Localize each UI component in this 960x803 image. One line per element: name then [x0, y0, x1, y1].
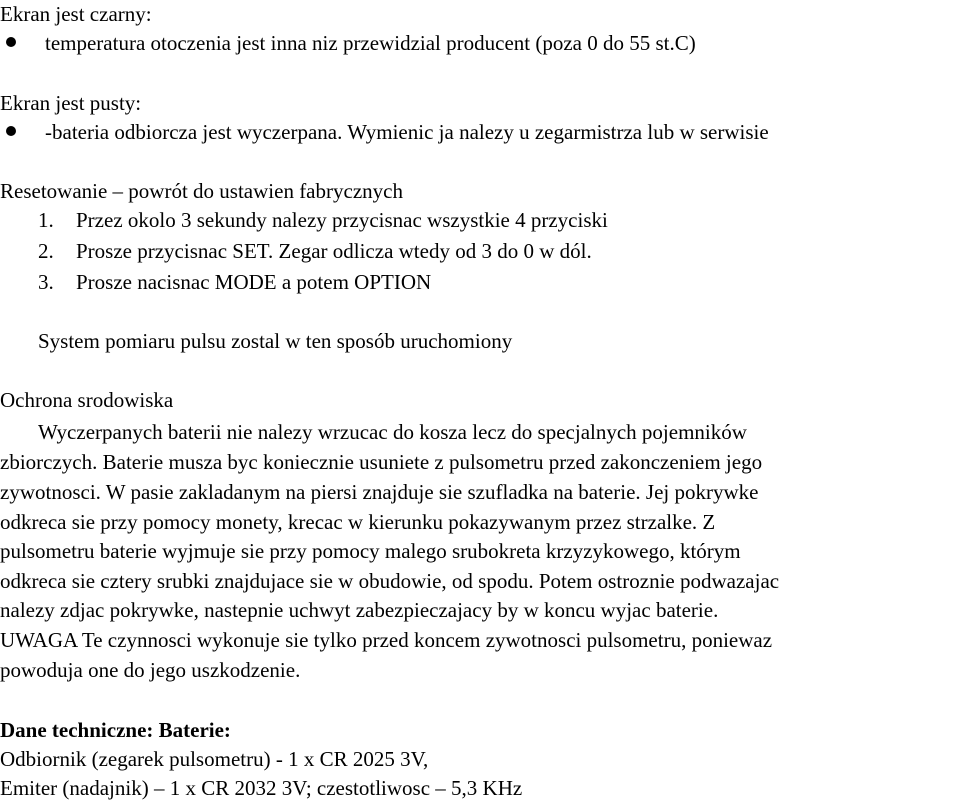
reset-note: System pomiaru pulsu zostal w ten sposób uruchomiony	[38, 329, 513, 353]
bullet-icon	[6, 37, 16, 47]
heading-reset: Resetowanie – powrót do ustawien fabrycznych	[0, 179, 403, 203]
heading-specs: Dane techniczne: Baterie:	[0, 718, 231, 742]
step-text: Przez okolo 3 sekundy nalezy przycisnac wszystkie 4 przyciski	[76, 208, 608, 232]
reset-step	[38, 237, 592, 265]
paragraph-line: UWAGA Te czynnosci wykonuje sie tylko przed koncem zywotnosci pulsometru, poniewaz	[0, 628, 773, 652]
list-item-text: temperatura otoczenia jest inna niz przewidzial producent (poza 0 do 55 st.C)	[45, 31, 696, 55]
paragraph-line: odkreca sie przy pomocy monety, krecac w kierunku pokazywanym przez strzalke. Z	[0, 510, 716, 534]
paragraph-line: powoduja one do jego uszkodzenie.	[0, 658, 301, 682]
paragraph-line: odkreca sie cztery srubki znajdujace sie w obudowie, od spodu. Potem ostroznie podwazajac	[0, 569, 780, 593]
spec-line: Odbiornik (zegarek pulsometru) - 1 x CR 2025 3V,	[0, 747, 429, 771]
step-number: 1.	[38, 208, 54, 232]
spec-line: Emiter (nadajnik) – 1 x CR 2032 3V; czestotliwosc – 5,3 KHz	[0, 776, 523, 800]
paragraph-line: pulsometru baterie wyjmuje sie przy pomocy malego srubokreta krzyzykowego, którym	[0, 539, 741, 563]
paragraph-line: zbiorczych. Baterie musza byc koniecznie usuniete z pulsometru przed zakonczeniem jego	[0, 450, 763, 474]
step-number: 2.	[38, 239, 54, 263]
paragraph-line: zywotnosci. W pasie zakladanym na piersi znajduje sie szufladka na baterie. Jej pokrywke	[0, 480, 759, 504]
paragraph-line: nalezy zdjac pokrywke, nastepnie uchwyt zabezpieczajacy by w koncu wyjac baterie.	[0, 598, 719, 622]
step-text: Prosze przycisnac SET. Zegar odlicza wtedy od 3 do 0 w dól.	[76, 239, 592, 263]
heading-screen-black: Ekran jest czarny:	[0, 2, 152, 26]
list-item-text: -bateria odbiorcza jest wyczerpana. Wymienic ja nalezy u zegarmistrza lub w serwisie	[45, 120, 769, 144]
paragraph-line: Wyczerpanych baterii nie nalezy wrzucac do kosza lecz do specjalnych pojemników	[38, 420, 747, 444]
reset-step	[38, 206, 608, 234]
bullet-icon	[6, 126, 16, 136]
step-number: 3.	[38, 270, 54, 294]
reset-step	[38, 268, 431, 296]
heading-screen-empty: Ekran jest pusty:	[0, 91, 142, 115]
step-text: Prosze nacisnac MODE a potem OPTION	[76, 270, 432, 294]
heading-environment: Ochrona srodowiska	[0, 388, 174, 412]
